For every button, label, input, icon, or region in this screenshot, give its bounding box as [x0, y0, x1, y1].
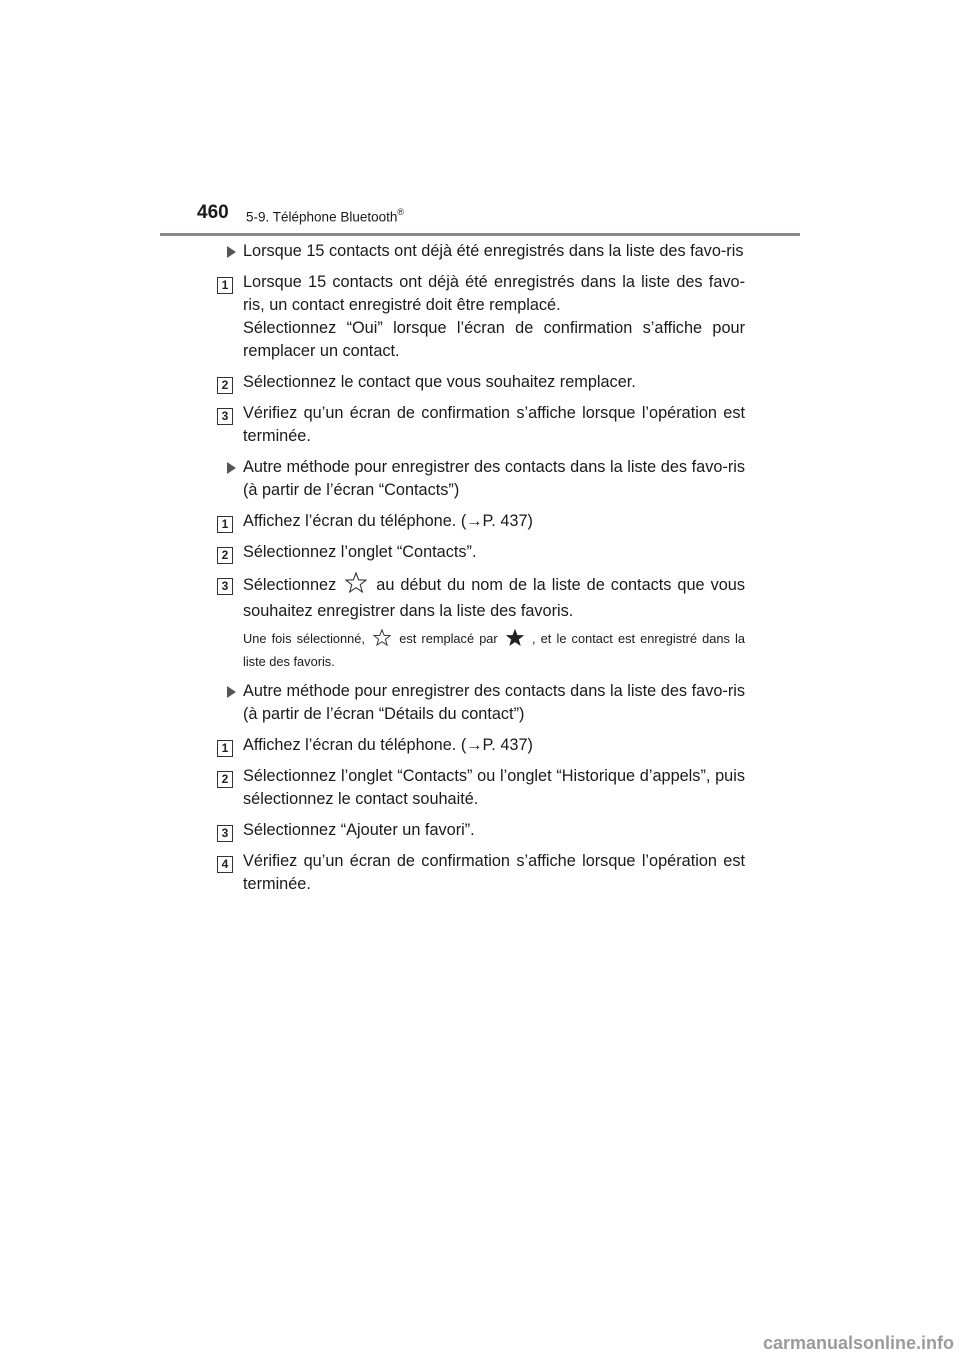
step: [215, 371, 745, 394]
star-outline-icon: [373, 629, 391, 652]
step-number-badge: 3: [217, 408, 233, 425]
triangle-bullet-icon: [227, 462, 236, 474]
step-text: Affichez l’écran du téléphone. (→P. 437): [243, 736, 533, 754]
section-heading: [215, 456, 745, 502]
step-text-after-icon: au début du nom de la liste de contacts que vous souhaitez enregistrer dans la liste des favoris.: [243, 576, 745, 620]
section-heading: [215, 240, 745, 263]
step-number-badge: 1: [217, 516, 233, 533]
step-text: Sélectionnez l’onglet “Contacts”.: [243, 543, 477, 561]
star-outline-icon: [345, 572, 367, 600]
heading-text: Lorsque 15 contacts ont déjà été enregistrés dans la liste des favo-ris: [243, 242, 744, 260]
step-number-badge: 1: [217, 740, 233, 757]
triangle-bullet-icon: [227, 246, 236, 258]
step-text-before-icon: Sélectionnez: [243, 576, 337, 594]
page-header: [0, 0, 960, 240]
note-text: [215, 629, 745, 672]
step-text: Vérifiez qu’un écran de confirmation s’affiche lorsque l’opération est terminée.: [243, 404, 745, 445]
step-number-badge: 1: [217, 277, 233, 294]
step-text: Sélectionnez “Ajouter un favori”.: [243, 821, 475, 839]
step: [215, 510, 745, 533]
page-content: [215, 240, 745, 904]
section-title-text: 5-9. Téléphone Bluetooth: [246, 209, 398, 225]
step-text: Sélectionnez le contact que vous souhaitez remplacer.: [243, 373, 636, 391]
step-number-badge: 4: [217, 856, 233, 873]
step: [215, 850, 745, 896]
step-text: Sélectionnez l’onglet “Contacts” ou l’onglet “Historique d’appels”, puis sélectionnez le contact souhaité.: [243, 767, 745, 808]
registered-mark: ®: [397, 207, 405, 217]
heading-text: Autre méthode pour enregistrer des contacts dans la liste des favo-ris (à partir de l’écran “Détails du contact”): [243, 682, 745, 723]
step-number-badge: 2: [217, 547, 233, 564]
step: [215, 402, 745, 448]
heading-text: Autre méthode pour enregistrer des contacts dans la liste des favo-ris (à partir de l’écran “Contacts”): [243, 458, 745, 499]
star-filled-icon: [506, 629, 524, 652]
page-number: 460: [197, 202, 229, 223]
watermark: carmanualsonline.info: [762, 1333, 954, 1353]
step-text: Vérifiez qu’un écran de confirmation s’affiche lorsque l’opération est terminée.: [243, 852, 745, 893]
step: [215, 819, 745, 842]
step-number-badge: 3: [217, 825, 233, 842]
triangle-bullet-icon: [227, 686, 236, 698]
step-number-badge: 2: [217, 771, 233, 788]
step: [215, 541, 745, 564]
header-divider: [160, 233, 800, 236]
step-number-badge: 2: [217, 377, 233, 394]
step-text: Lorsque 15 contacts ont déjà été enregistrés dans la liste des favo-ris, un contact enregistré doit être remplacé.: [243, 273, 745, 314]
step: [215, 765, 745, 811]
step: [215, 572, 745, 623]
note-part-2: est remplacé par: [399, 631, 498, 646]
section-heading: [215, 680, 745, 726]
step: [215, 734, 745, 757]
step: [215, 271, 745, 363]
step-text-continued: Sélectionnez “Oui” lorsque l’écran de confirmation s’affiche pour remplacer un contact.: [243, 319, 745, 360]
step-text: Affichez l’écran du téléphone. (→P. 437): [243, 512, 533, 530]
step-number-badge: 3: [217, 578, 233, 595]
section-title: [246, 208, 404, 225]
note-part-1: Une fois sélectionné,: [243, 631, 365, 646]
note-part-3: , et le contact est enregistré dans la liste des favoris.: [243, 631, 746, 669]
